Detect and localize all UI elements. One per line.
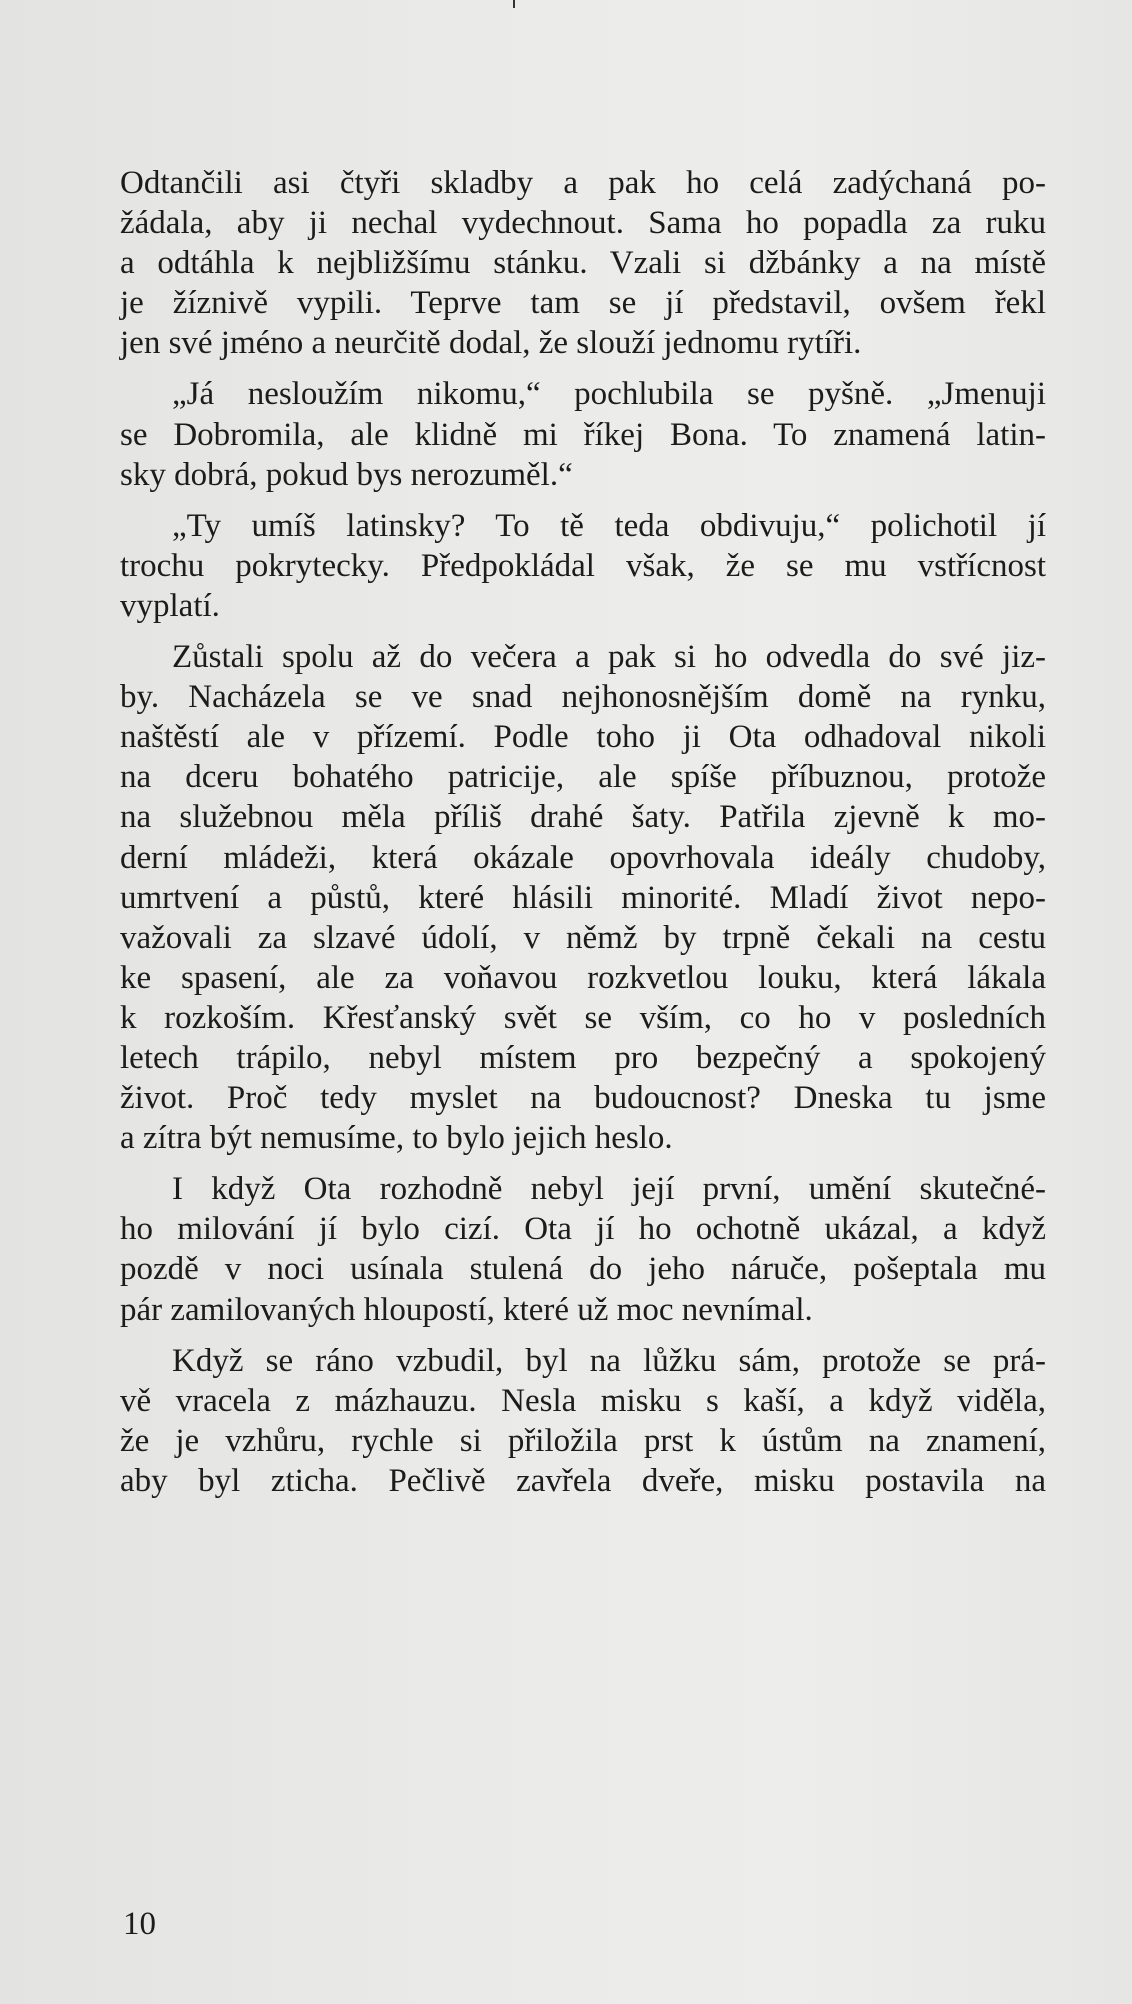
text-line: pozdě v noci usínala stulená do jeho náruče, pošeptala mu (120, 1251, 1046, 1288)
text-line: letech trápilo, nebyl místem pro bezpečný a spokojený (120, 1039, 1046, 1076)
paragraph-4 (120, 637, 1046, 1158)
text-line: važovali za slzavé údolí, v němž by trpně čekali na cestu (120, 919, 1046, 956)
text-line: Zůstali spolu až do večera a pak si ho odvedla do své jiz- (172, 639, 1046, 676)
paragraph-1 (120, 163, 1046, 363)
text-line: jen své jméno a neurčitě dodal, že slouží jednomu rytíři. (120, 325, 862, 362)
text-line: vyplatí. (120, 587, 220, 624)
body-text (120, 163, 1046, 1512)
text-line: by. Nacházela se ve snad nejhonosnějším domě na rynku, (120, 679, 1046, 716)
text-line: ke spasení, ale za voňavou rozkvetlou louku, která lákala (120, 959, 1046, 996)
text-line: se Dobromila, ale klidně mi říkej Bona. To znamená latin- (120, 416, 1046, 453)
text-line: žádala, aby ji nechal vydechnout. Sama ho popadla za ruku (120, 205, 1046, 242)
text-line: aby byl zticha. Pečlivě zavřela dveře, misku postavila na (120, 1462, 1046, 1499)
paragraph-3 (120, 506, 1046, 626)
text-line: a zítra být nemusíme, to bylo jejich heslo. (120, 1120, 673, 1157)
page-number: 10 (123, 1906, 156, 1942)
paragraph-6 (120, 1341, 1046, 1501)
paragraph-2 (120, 374, 1046, 494)
text-line: sky dobrá, pokud bys nerozuměl.“ (120, 456, 573, 493)
text-line: na dceru bohatého patricije, ale spíše příbuznou, protože (120, 759, 1046, 796)
dust-speck (513, 0, 515, 8)
text-line: derní mládeži, která okázale opovrhovala ideály chudoby, (120, 839, 1046, 876)
paragraph-5 (120, 1169, 1046, 1329)
text-line: k rozkoším. Křesťanský svět se vším, co ho v posledních (120, 999, 1046, 1036)
text-line: naštěstí ale v přízemí. Podle toho ji Ota odhadoval nikoli (120, 719, 1046, 756)
text-line: na služebnou měla příliš drahé šaty. Patřila zjevně k mo- (120, 799, 1046, 836)
text-line: trochu pokrytecky. Předpokládal však, že se mu vstřícnost (120, 547, 1046, 584)
text-line: život. Proč tedy myslet na budoucnost? Dneska tu jsme (120, 1080, 1046, 1117)
text-line: vě vracela z mázhauzu. Nesla misku s kaší, a když viděla, (120, 1382, 1046, 1419)
text-line: umrtvení a půstů, které hlásili minorité. Mladí život nepo- (120, 879, 1046, 916)
text-line: a odtáhla k nejbližšímu stánku. Vzali si džbánky a na místě (120, 245, 1046, 282)
text-line: že je vzhůru, rychle si přiložila prst k ústům na znamení, (120, 1422, 1046, 1459)
text-line: I když Ota rozhodně nebyl její první, umění skutečné- (172, 1171, 1046, 1208)
text-line: Když se ráno vzbudil, byl na lůžku sám, protože se prá- (172, 1342, 1046, 1379)
text-line: pár zamilovaných hloupostí, které už moc nevnímal. (120, 1291, 813, 1328)
text-line: Odtančili asi čtyři skladby a pak ho celá zadýchaná po- (120, 165, 1046, 201)
text-line: „Já nesloužím nikomu,“ pochlubila se pyšně. „Jmenuji (172, 376, 1046, 413)
text-line: ho milování jí bylo cizí. Ota jí ho ochotně ukázal, a když (120, 1211, 1046, 1248)
text-line: je žíznivě vypili. Teprve tam se jí představil, ovšem řekl (120, 285, 1046, 322)
text-line: „Ty umíš latinsky? To tě teda obdivuju,“ polichotil jí (172, 507, 1046, 544)
